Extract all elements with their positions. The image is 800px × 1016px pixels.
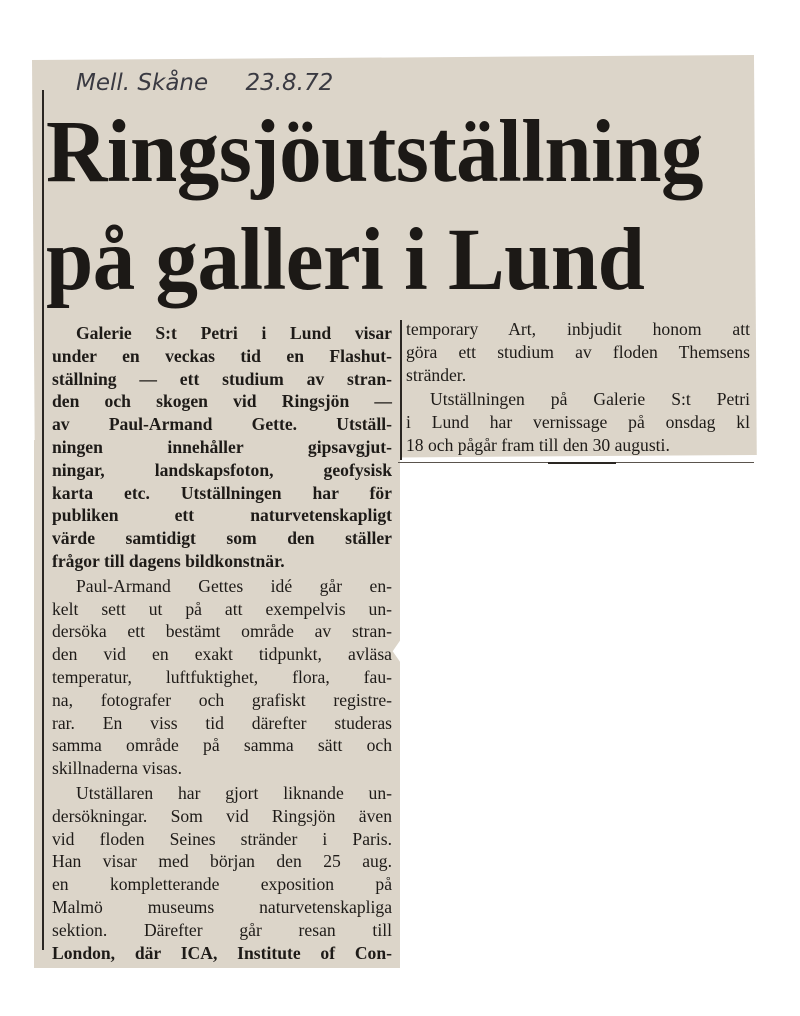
- text-line: en kompletterande exposition på: [52, 874, 392, 895]
- text-line: av Paul-Armand Gette. Utställ-: [52, 414, 392, 435]
- text-line: Utställaren har gjort liknande un-: [76, 782, 392, 803]
- handwritten-source: Mell. Skåne: [76, 70, 209, 96]
- text-line: den vid en exakt tidpunkt, avläsa: [52, 644, 392, 665]
- text-line: rar. En viss tid därefter studeras: [52, 712, 392, 733]
- text-line: ningar, landskapsfoton, geofysisk: [52, 459, 392, 480]
- text-line: värde samtidigt som den ställer: [52, 528, 392, 549]
- article-headline: [46, 98, 746, 314]
- text-line: Paul-Armand Gettes idé går en-: [76, 575, 392, 596]
- text-line: Utställningen på Galerie S:t Petri: [430, 389, 750, 410]
- end-of-article-rule: [548, 462, 616, 464]
- text-line: publiken ett naturvetenskapligt: [52, 505, 392, 526]
- text-line: göra ett studium av floden Themsens: [406, 341, 750, 362]
- text-line: dersökningar. Som vid Ringsjön även: [52, 805, 392, 826]
- headline-line-1: Ringsjöutställning: [46, 102, 704, 201]
- text-line: kelt sett ut på att exempelvis un-: [52, 598, 392, 619]
- text-line: i Lund har vernissage på onsdag kl: [406, 412, 750, 433]
- text-line: 18 och pågår fram till den 30 augusti.: [406, 434, 670, 455]
- article-left-column: [52, 322, 392, 966]
- text-line: frågor till dagens bildkonstnär.: [52, 550, 285, 571]
- text-line: sektion. Därefter går resan till: [52, 919, 392, 940]
- text-line: temperatur, luftfuktighet, flora, fau-: [52, 666, 392, 687]
- text-line: den och skogen vid Ringsjön —: [52, 391, 392, 412]
- text-line: stränder.: [406, 364, 467, 385]
- text-line: skillnaderna visas.: [52, 758, 182, 779]
- article-closing-paragraph: [406, 388, 750, 456]
- text-line: temporary Art, inbjudit honom att: [406, 319, 750, 339]
- text-line: vid floden Seines stränder i Paris.: [52, 828, 392, 849]
- article-lead-paragraph: [52, 322, 392, 573]
- text-line: Malmö museums naturvetenskapliga: [52, 896, 392, 917]
- text-line: Galerie S:t Petri i Lund visar: [76, 323, 392, 343]
- article-paragraph-3: [52, 782, 392, 964]
- column-divider: [400, 320, 402, 460]
- article-right-column: [406, 318, 750, 459]
- text-line: dersöka ett bestämt område av stran-: [52, 621, 392, 642]
- column-rule-left: [42, 90, 44, 950]
- text-line: London, där ICA, Institute of Con-: [52, 942, 392, 963]
- text-line: karta etc. Utställningen har för: [52, 482, 392, 503]
- handwritten-date: 23.8.72: [245, 70, 334, 96]
- text-line: under en veckas tid en Flashut-: [52, 345, 392, 366]
- text-line: ningen innehåller gipsavgjut-: [52, 436, 392, 457]
- article-continuation-paragraph: [406, 318, 750, 386]
- article-paragraph-2: [52, 575, 392, 780]
- handwritten-note: [76, 70, 333, 96]
- text-line: Han visar med början den 25 aug.: [52, 851, 392, 872]
- text-line: ställning — ett studium av stran-: [52, 368, 392, 389]
- headline-line-2: på galleri i Lund: [46, 210, 645, 310]
- text-line: na, fotografer och grafiskt registre-: [52, 689, 392, 710]
- text-line: samma område på samma sätt och: [52, 735, 392, 756]
